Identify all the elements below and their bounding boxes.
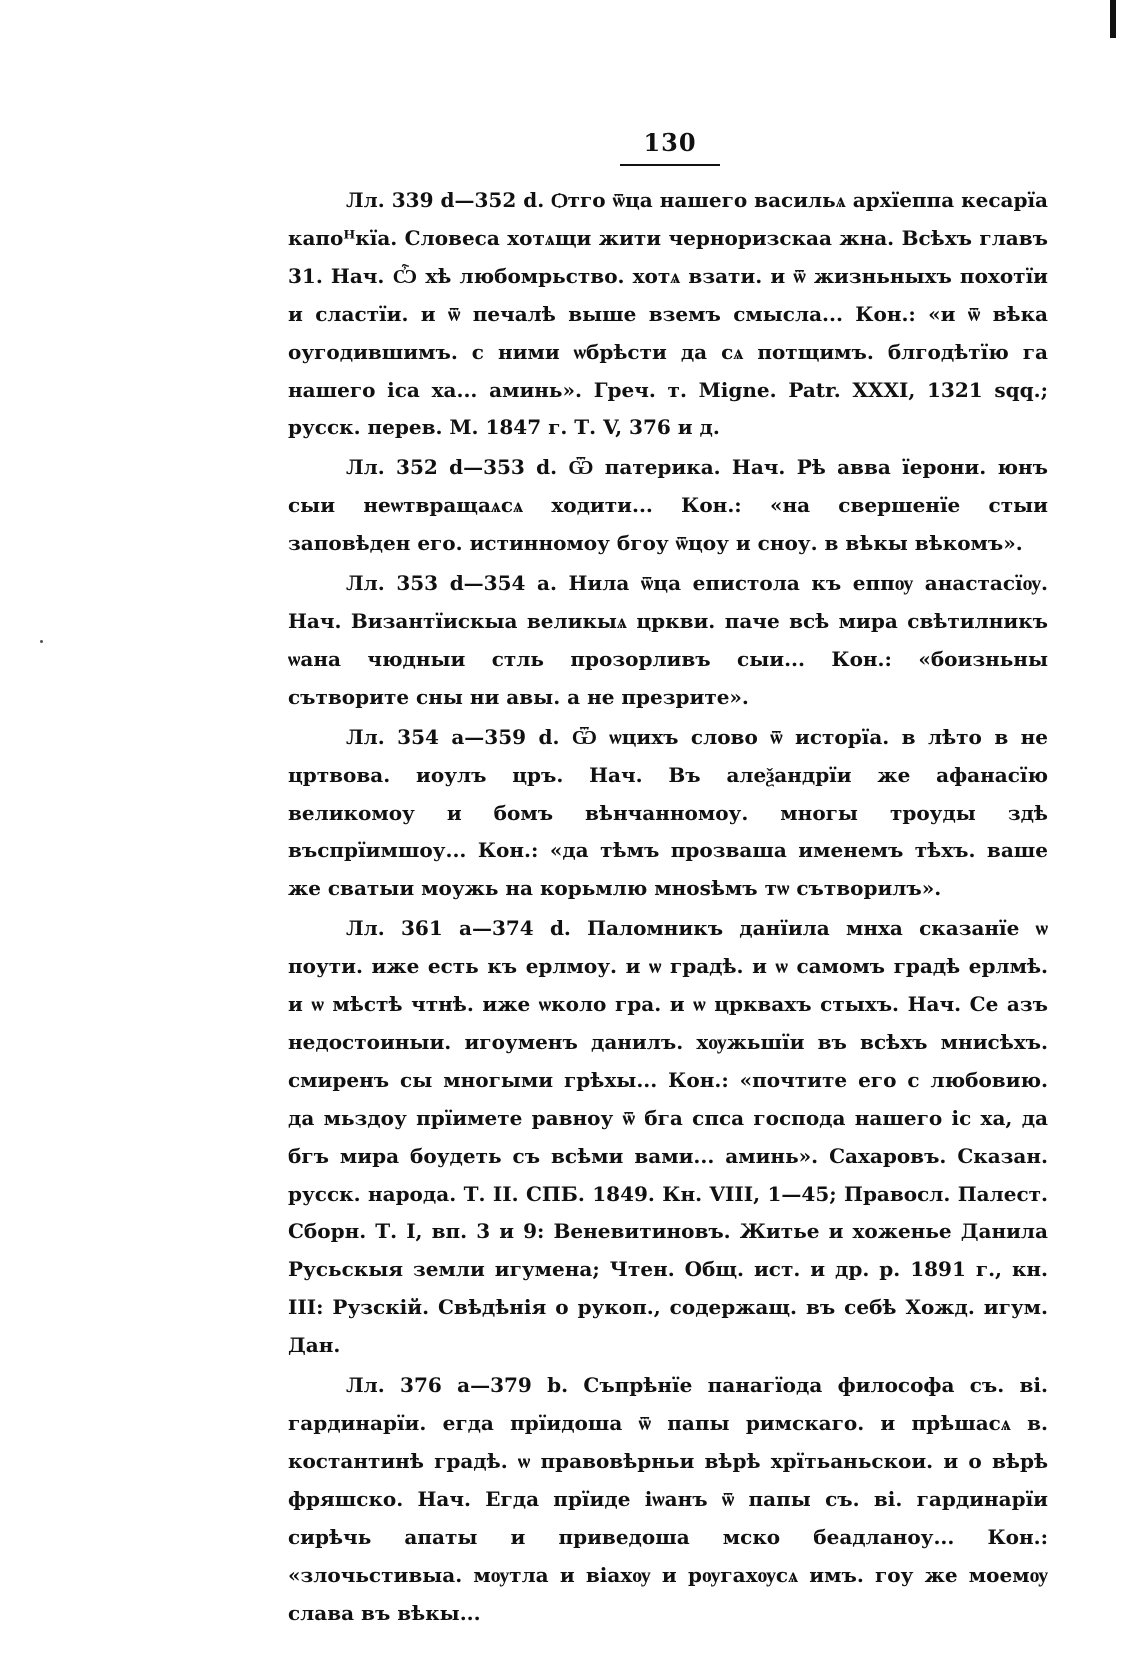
edge-bar bbox=[1110, 0, 1116, 38]
page-body bbox=[288, 182, 1048, 1634]
margin-speck bbox=[40, 640, 43, 643]
entry-ll-352: Лл. 352 d—353 d. Ѿ патерика. Нач. Рѣ авва їерони. юнъ сыи неѡтвращаѧсѧ ходити... Кон.: «на свершенїе стыи заповѣден его. истинномоу бгоу ѿцоу и сноу. в вѣкы вѣкомъ». bbox=[288, 455, 1048, 556]
entry-ll-339: Лл. 339 d—352 d. Ѻтго ѿца нашего васильѧ архїеппа кесарїа капоᴴкїа. Словеса хотѧщи жити черноризскаа жна. Всѣхъ главъ 31. Нач. Ѽ хѣ любомрьство. хотѧ взати. и ѿ жизньныхъ похотїи и сластїи. и ѿ печалѣ выше вземъ смысла... Кон.: «и ѿ вѣка оугодившимъ. с ними ѡбрѣсти да сѧ потщимъ. блгодѣтїю га нашего іса ха... аминь». Греч. т. Migne. Patr. XXXI, 1321 sqq.; русск. перев. М. 1847 г. Т. V, 376 и д. bbox=[288, 188, 1048, 440]
page-header bbox=[620, 128, 720, 166]
entry-ll-354: Лл. 354 a—359 d. Ѿ ѡцихъ слово ѿ исторїа. в лѣто в не цртвова. иоулъ цръ. Нач. Въ алеѯандрїи же афанасїю великомоу и бомъ вѣнчанномоу. многы троуды здѣ въспрїимшоу... Кон.: «да тѣмъ прозваша именемъ тѣхъ. ваше же сватыи моужь на корьмлю мноѕѣмъ тѡ сътворилъ». bbox=[288, 724, 1048, 901]
entry-ll-353: Лл. 353 d—354 a. Нила ѿца епистола къ еппѹ анастасїѹ. Нач. Византїискыа великыѧ цркви. паче всѣ мира свѣтилникъ ѡана чюдныи стль прозорливъ сыи... Кон.: «боизньны сътворите сны ни авы. а не презрите». bbox=[288, 571, 1048, 709]
page-number: 130 bbox=[643, 128, 697, 157]
entry-ll-376: Лл. 376 a—379 b. Съпрѣнїе панагїода философа съ. ві. гардинарїи. егда прїидоша ѿ папы римскаго. и прѣшасѧ в. костантинѣ градѣ. ѡ правовѣрньи вѣрѣ хрїтьаньскои. и о вѣрѣ фряшско. Нач. Егда прїиде іѡанъ ѿ папы съ. ві. гардинарїи сирѣчь апаты и приведоша мско беадланоу... Кон.: «злочьстивыа. мѹтла и віахѹ и рѹгахѹсѧ имъ. гоу же моемѹ слава въ вѣкы... bbox=[288, 1373, 1048, 1625]
page-number-underline bbox=[620, 164, 720, 166]
entry-ll-361: Лл. 361 a—374 d. Паломникъ данїила мнха сказанїе ѡ поути. иже есть къ ерлмоу. и ѡ градѣ. и ѡ самомъ градѣ ерлмѣ. и ѡ мѣстѣ чтнѣ. иже ѡколо гра. и ѡ црквахъ стыхъ. Нач. Се азъ недостоиныи. игоуменъ данилъ. хѹжьшїи въ всѣхъ мнисѣхъ. смиренъ сы многыми грѣхы... Кон.: «почтите его с любовию. да мьздоу прїимете равноу ѿ бга спса господа нашего іс ха, да бгъ мира боудеть съ всѣми вами... аминь». Сахаровъ. Сказан. русск. народа. Т. II. СПБ. 1849. Кн. VIII, 1—45; Правосл. Палест. Сборн. Т. I, вп. 3 и 9: Веневитиновъ. Житье и хоженье Данила Русьскыя земли игумена; Чтен. Общ. ист. и др. р. 1891 г., кн. III: Рузскій. Свѣдѣнія о рукоп., содержащ. въ себѣ Хожд. игум. Дан. bbox=[288, 916, 1048, 1358]
